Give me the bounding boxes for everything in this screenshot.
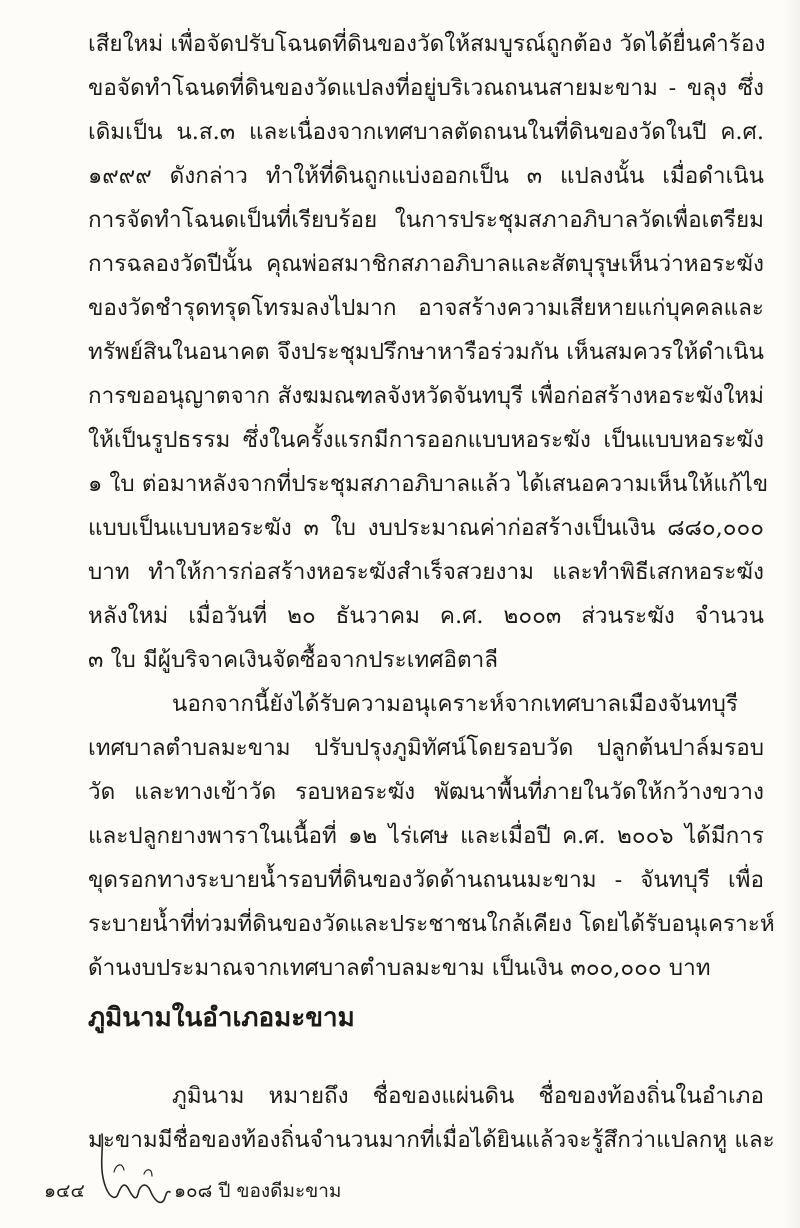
paragraph-line: ให้เป็นรูปธรรม ซึ่งในครั้งแรกมีการออกแบบหอระฆัง เป็นแบบหอระฆัง: [88, 427, 764, 453]
page-edge-shadow: [782, 0, 800, 1228]
page-number: ๑๔๔: [44, 1180, 85, 1202]
paragraph-line: ระบายน้ำที่ท่วมที่ดินของวัดและประชาชนใกล้เคียง โดยได้รับอนุเคราะห์: [88, 911, 775, 937]
paragraph-line: ของวัดชำรุดทรุดโทรมลงไปมาก อาจสร้างความเสียหายแก่บุคคลและ: [88, 295, 764, 321]
section-heading: ภูมินามในอำเภอมะขาม: [88, 1003, 355, 1033]
paragraph-line: ๑ ใบ ต่อมาหลังจากที่ประชุมสภาอภิบาลแล้ว ได้เสนอความเห็นให้แก้ไข: [88, 471, 769, 497]
paragraph-line: เสียใหม่ เพื่อจัดปรับโฉนดที่ดินของวัดให้สมบูรณ์ถูกต้อง วัดได้ยื่นคำร้อง: [88, 31, 766, 57]
paragraph-line: วัด และทางเข้าวัด รอบหอระฆัง พัฒนาพื้นที่ภายในวัดให้กว้างขวาง: [88, 779, 764, 805]
paragraph-line: และปลูกยางพาราในเนื้อที่ ๑๒ ไร่เศษ และเมื่อปี ค.ศ. ๒๐๐๖ ได้มีการ: [88, 823, 764, 849]
paragraph-line: ขุดรอกทางระบายน้ำรอบที่ดินของวัดด้านถนนมะขาม - จันทบุรี เพื่อ: [88, 867, 764, 893]
paragraph-line: ๑๙๙๙ ดังกล่าว ทำให้ที่ดินถูกแบ่งออกเป็น ๓ แปลงนั้น เมื่อดำเนิน: [88, 163, 764, 189]
page-footer: [44, 1168, 374, 1212]
paragraph-line: เดิมเป็น น.ส.๓ และเนื่องจากเทศบาลตัดถนนในที่ดินของวัดในปี ค.ศ.: [88, 119, 764, 145]
paragraph-line: การจัดทำโฉนดเป็นที่เรียบร้อย ในการประชุมสภาอภิบาลวัดเพื่อเตรียม: [88, 207, 764, 233]
paragraph-line: การขออนุญาตจาก สังฆมณฑลจังหวัดจันทบุรี เพื่อก่อสร้างหอระฆังใหม่: [88, 383, 764, 409]
paragraph-line: การฉลองวัดปีนั้น คุณพ่อสมาชิกสภาอภิบาลและสัตบุรุษเห็นว่าหอระฆัง: [88, 251, 764, 277]
paragraph-line: ๓ ใบ มีผู้บริจาคเงินจัดซื้อจากประเทศอิตาลี: [88, 647, 499, 673]
paragraph-line: ขอจัดทำโฉนดที่ดินของวัดแปลงที่อยู่บริเวณถนนสายมะขาม - ขลุง ซึ่ง: [88, 75, 764, 101]
hand-drawn-ornament-icon: [94, 1128, 174, 1212]
paragraph-line: ด้านงบประมาณจากเทศบาลตำบลมะขาม เป็นเงิน ๓๐๐,๐๐๐ บาท: [88, 955, 711, 981]
paragraph-line: หลังใหม่ เมื่อวันที่ ๒๐ ธันวาคม ค.ศ. ๒๐๐๓ ส่วนระฆัง จำนวน: [88, 603, 764, 629]
paragraph-line: บาท ทำให้การก่อสร้างหอระฆังสำเร็จสวยงาม และทำพิธีเสกหอระฆัง: [88, 559, 764, 585]
paragraph-line: เทศบาลตำบลมะขาม ปรับปรุงภูมิทัศน์โดยรอบวัด ปลูกต้นปาล์มรอบ: [88, 735, 764, 761]
paragraph-line: ทรัพย์สินในอนาคต จึงประชุมปรึกษาหารือร่วมกัน เห็นสมควรให้ดำเนิน: [88, 339, 764, 365]
paragraph-line: มะขามมีชื่อของท้องถิ่นจำนวนมากที่เมื่อได้ยินแล้วจะรู้สึกว่าแปลกหู และ: [88, 1127, 775, 1153]
running-title: ๑๐๘ ปี ของดีมะขาม: [174, 1180, 342, 1202]
paragraph-line: แบบเป็นแบบหอระฆัง ๓ ใบ งบประมาณค่าก่อสร้างเป็นเงิน ๘๘๐,๐๐๐: [88, 515, 764, 541]
paragraph-line: นอกจากนี้ยังได้รับความอนุเคราะห์จากเทศบาลเมืองจันทบุรี: [172, 691, 738, 717]
paragraph-line: ภูมินาม หมายถึง ชื่อของแผ่นดิน ชื่อของท้องถิ่นในอำเภอ: [172, 1083, 764, 1109]
